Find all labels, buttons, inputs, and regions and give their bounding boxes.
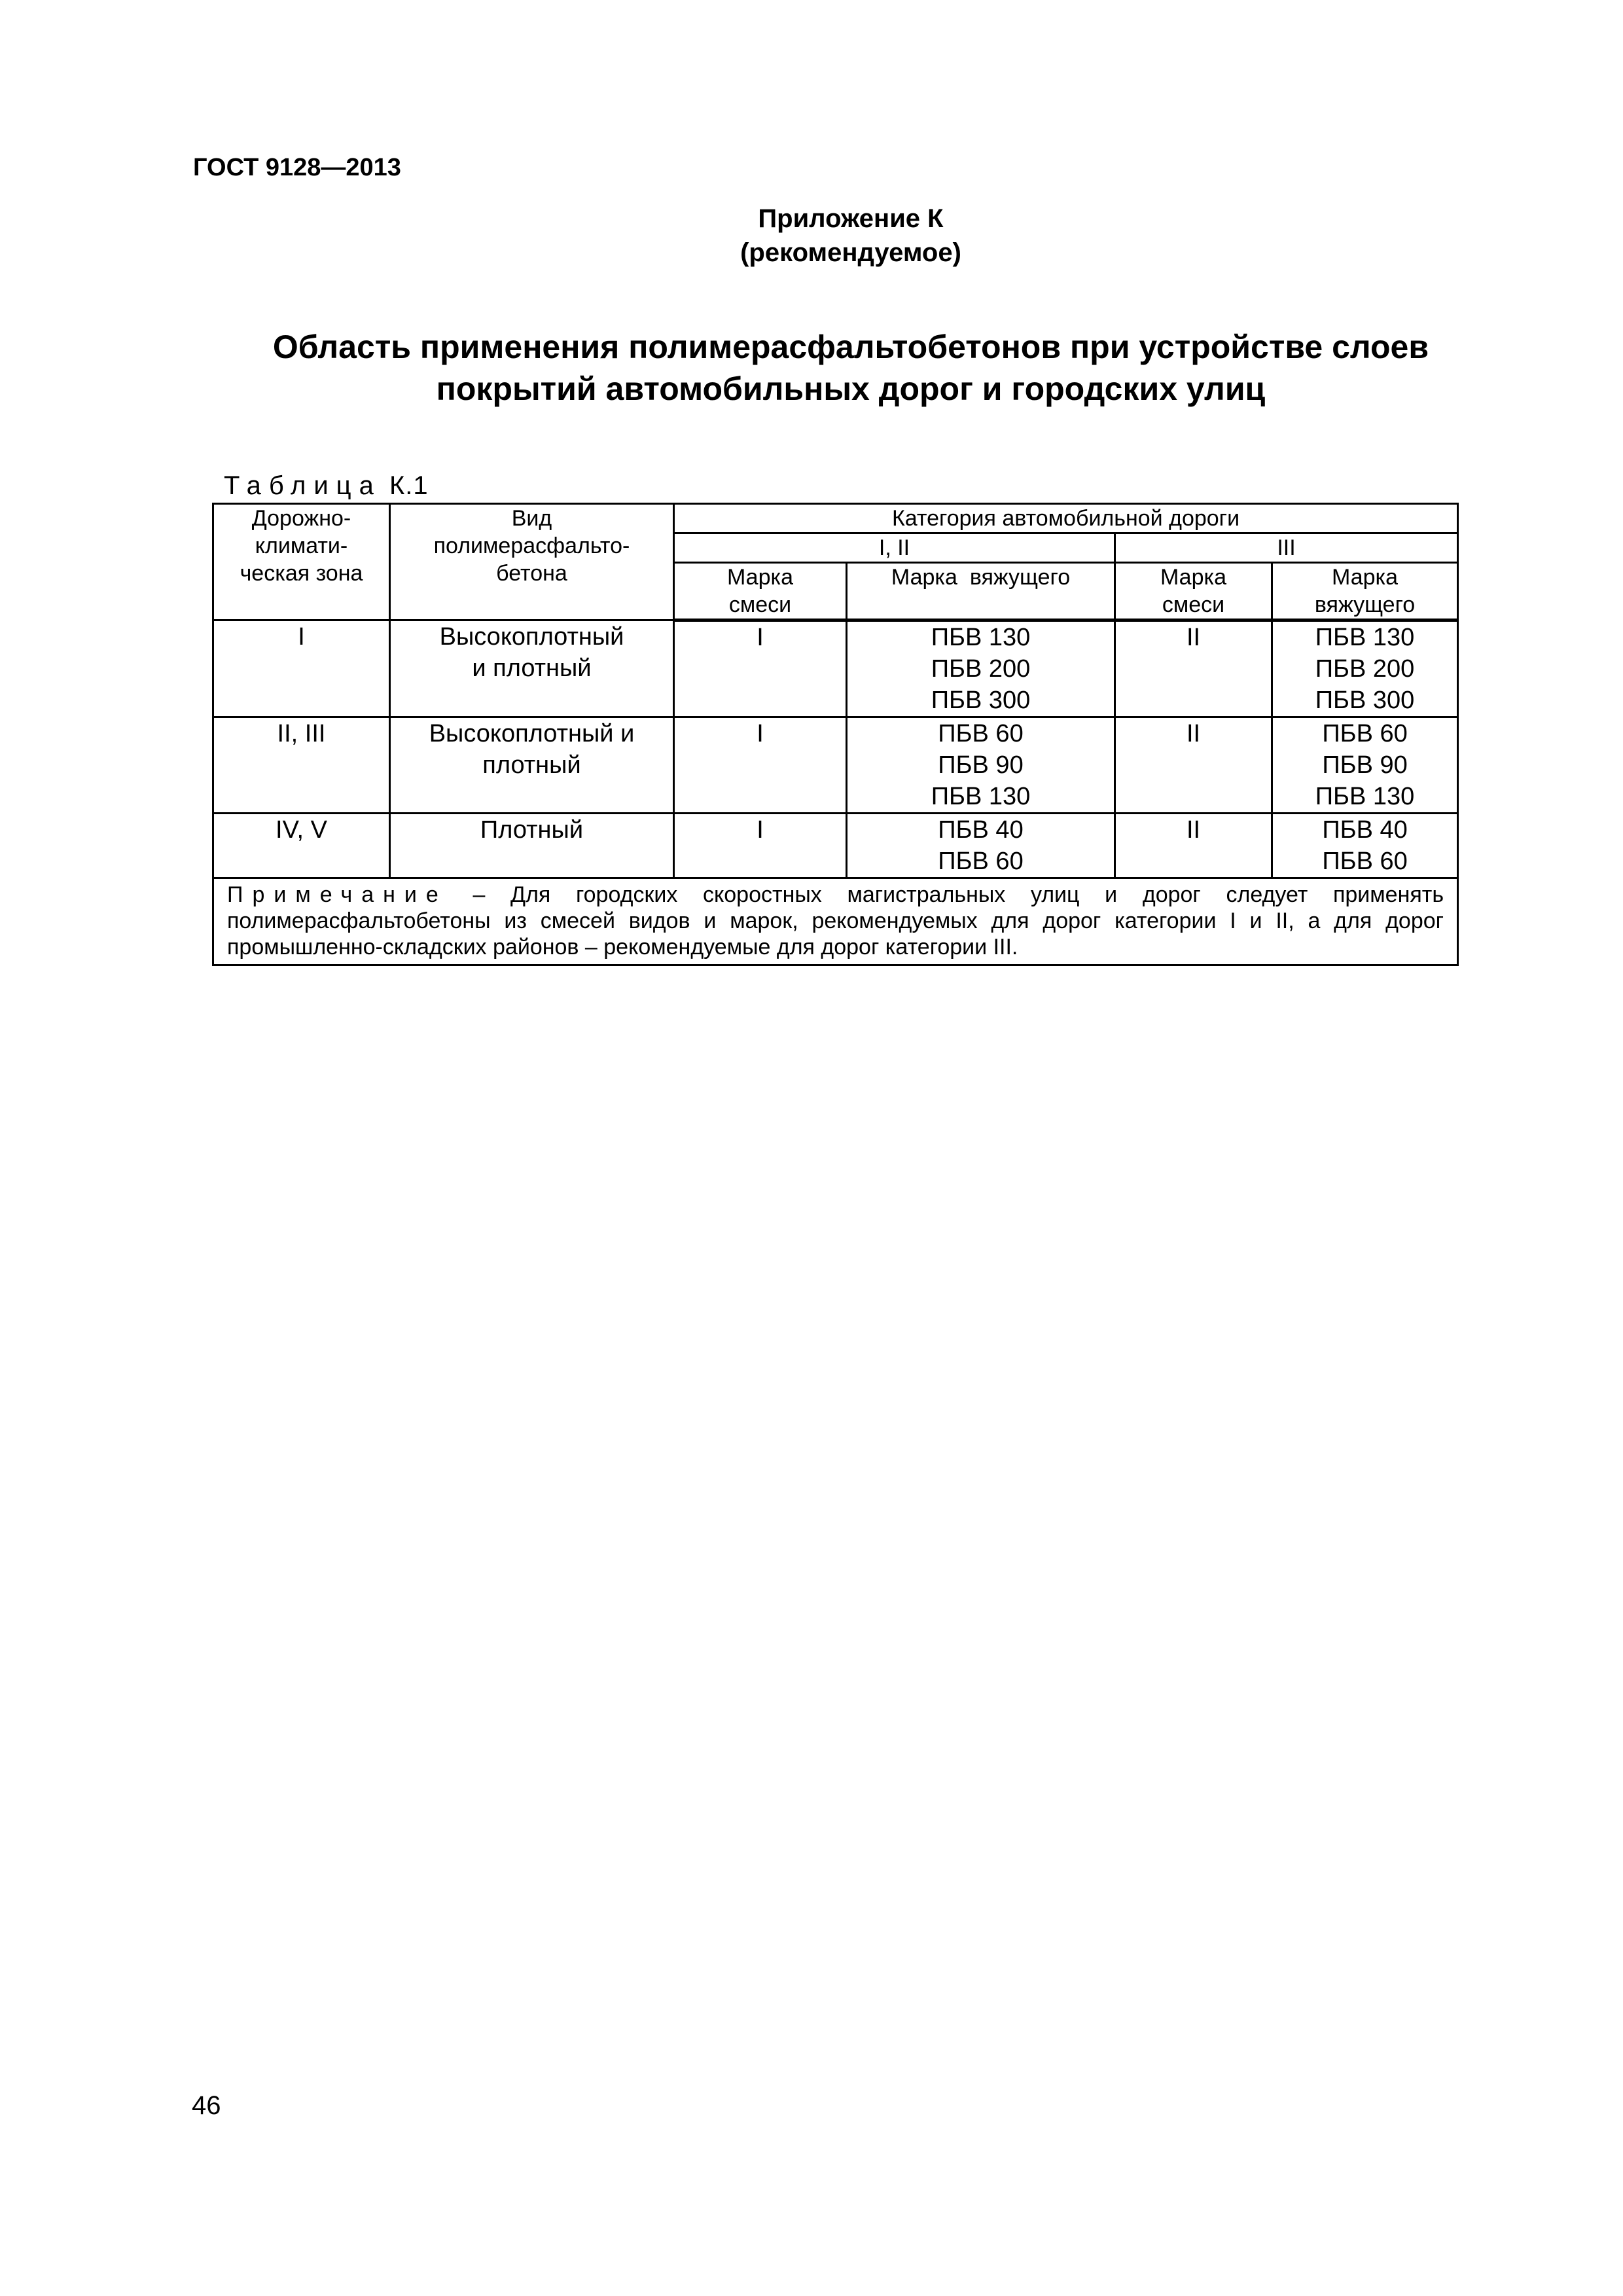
cell-binder-1-2: ПБВ 60 ПБВ 90 ПБВ 130 (847, 717, 1115, 814)
header-binder-grade-1-2: Марка вяжущего (847, 563, 1115, 620)
table-row (213, 620, 1458, 717)
cell-mix-3: II (1115, 620, 1272, 717)
header-binder-grade-3: Марка вяжущего (1272, 563, 1458, 620)
header-category-1-2: I, II (674, 533, 1115, 563)
page-number: 46 (192, 2091, 221, 2120)
section-title-line-2: покрытий автомобильных дорог и городских улиц (436, 370, 1266, 407)
cell-binder-3: ПБВ 40 ПБВ 60 (1272, 814, 1458, 878)
header-zone: Дорожно- климати- ческая зона (213, 504, 390, 620)
cell-mix-3: II (1115, 717, 1272, 814)
table-row (213, 717, 1458, 814)
cell-zone: II, III (213, 717, 390, 814)
cell-mix-1-2: I (674, 717, 847, 814)
data-table (212, 503, 1459, 966)
document-id: ГОСТ 9128—2013 (193, 154, 401, 181)
cell-type: Плотный (390, 814, 674, 878)
header-road-category: Категория автомобильной дороги (674, 504, 1458, 533)
table-caption-prefix: Таблица (224, 471, 382, 500)
table-caption (224, 471, 429, 501)
cell-zone: IV, V (213, 814, 390, 878)
cell-binder-3: ПБВ 130 ПБВ 200 ПБВ 300 (1272, 620, 1458, 717)
appendix-title: Приложение К (758, 204, 944, 233)
header-mix-grade-3: Марка смеси (1115, 563, 1272, 620)
appendix-heading (654, 202, 1047, 270)
cell-type: Высокоплотный и плотный (390, 620, 674, 717)
note-label: Примечание (227, 882, 448, 907)
table-caption-number: К.1 (389, 471, 429, 500)
cell-type: Высокоплотный и плотный (390, 717, 674, 814)
section-title-line-1: Область применения полимерасфальтобетонов при устройстве слоев (272, 329, 1429, 365)
header-category-3: III (1115, 533, 1458, 563)
header-mix-grade-1-2: Марка смеси (674, 563, 847, 620)
cell-zone: I (213, 620, 390, 717)
cell-binder-1-2: ПБВ 130 ПБВ 200 ПБВ 300 (847, 620, 1115, 717)
cell-mix-1-2: I (674, 620, 847, 717)
cell-mix-3: II (1115, 814, 1272, 878)
header-type: Вид полимерасфальто- бетона (390, 504, 674, 620)
section-title (196, 326, 1505, 410)
note-text: – Для городских скоростных магистральных улиц и дорог следует применять полимерасфальтобетоны из смесей видов и марок, рекомендуемых для дорог категории I и II, а для дорог промышленно-складских районов – рекомендуемые для дорог категории III. (227, 882, 1444, 960)
cell-binder-1-2: ПБВ 40 ПБВ 60 (847, 814, 1115, 878)
cell-binder-3: ПБВ 60 ПБВ 90 ПБВ 130 (1272, 717, 1458, 814)
table-note (213, 878, 1458, 965)
appendix-status: (рекомендуемое) (740, 238, 961, 267)
cell-mix-1-2: I (674, 814, 847, 878)
table-row (213, 814, 1458, 878)
